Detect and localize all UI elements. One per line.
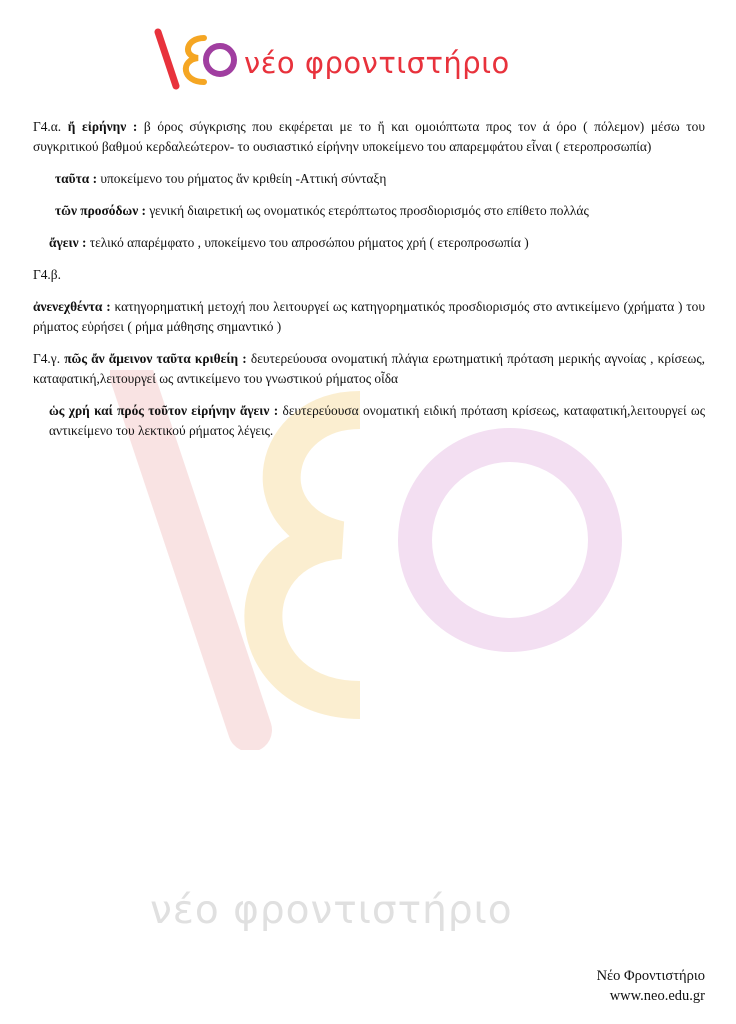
document-body: [33, 117, 705, 453]
explanation: τελικό απαρέμφατο , υποκείμενο του απροσώπου ρήματος χρή ( ετεροπροσωπία ): [86, 235, 529, 250]
paragraph-agein: [33, 233, 705, 253]
term: ταῦτα :: [55, 171, 98, 186]
header-logo: [152, 28, 552, 92]
watermark-text: νέο φροντιστήριο: [150, 888, 513, 933]
paragraph-tauta: [33, 169, 705, 189]
term: τῶν προσόδων :: [55, 203, 146, 218]
section-label: Γ4.β.: [33, 267, 61, 282]
term: ἤ εἰρήνην :: [67, 119, 138, 134]
footer: [597, 966, 705, 1006]
term: πῶς ἄν ἄμεινον ταῦτα κριθείη :: [64, 351, 247, 366]
paragraph-ton-prosodon: [33, 201, 705, 221]
term: ὡς χρή καί πρός τοῦτον εἰρήνην ἄγειν :: [49, 403, 279, 418]
explanation: υποκείμενο του ρήματος ἄν κριθείη -Αττική σύνταξη: [97, 171, 387, 186]
logo-mark-icon: [152, 28, 242, 92]
logo-text: νέο φροντιστήριο: [244, 46, 510, 80]
section-label: Γ4.γ.: [33, 351, 61, 366]
term: ἄγειν :: [49, 235, 87, 250]
watermark-purple-ring: [415, 445, 605, 635]
paragraph-g4c: [33, 349, 705, 389]
footer-website: www.neo.edu.gr: [609, 988, 705, 1004]
paragraph-g4a: [33, 117, 705, 157]
watermark-orange-curve: [263, 410, 360, 700]
explanation: δευτερεύουσα ονοματική πλάγια ερωτηματική πρόταση μερικής αγνοίας , κρίσεως, καταφατική,λειτουργεί ως αντικείμενο του γνωστικού ρήματος οἶδα: [33, 351, 705, 386]
footer-brand: Νέο Φροντιστήριο: [596, 968, 705, 984]
section-label: Γ4.α.: [33, 119, 62, 134]
paragraph-anenechthenta: [33, 297, 705, 337]
term: ἀνενεχθέντα :: [33, 299, 111, 314]
explanation: β όρος σύγκρισης που εκφέρεται με το ἤ και ομοιόπτωτα προς τον ά όρο ( πόλεμον) μέσω του συγκριτικού βαθμού κερδαλεώτερον- το ουσιαστικό είρήνην υποκείμενο του απαρεμφάτου εἶναι ( ετεροπροσωπία): [33, 119, 705, 154]
paragraph-g4b-label: [33, 265, 705, 285]
explanation: γενική διαιρετική ως ονοματικός ετερόπτωτος προσδιορισμός στο επίθετο πολλάς: [146, 203, 589, 218]
explanation: κατηγορηματική μετοχή που λειτουργεί ως κατηγορηματικός προσδιορισμός στο αντικείμενο (χρήματα ) του ρήματος εὑρήσει ( ρήμα μάθησης σημαντικό ): [33, 299, 706, 334]
explanation: δευτερεύουσα ονοματική ειδική πρόταση κρίσεως, καταφατική,λειτουργεί ως αντικείμενο του λεκτικού ρήματος λέγεις.: [49, 403, 706, 438]
paragraph-os-chri: [33, 401, 705, 441]
